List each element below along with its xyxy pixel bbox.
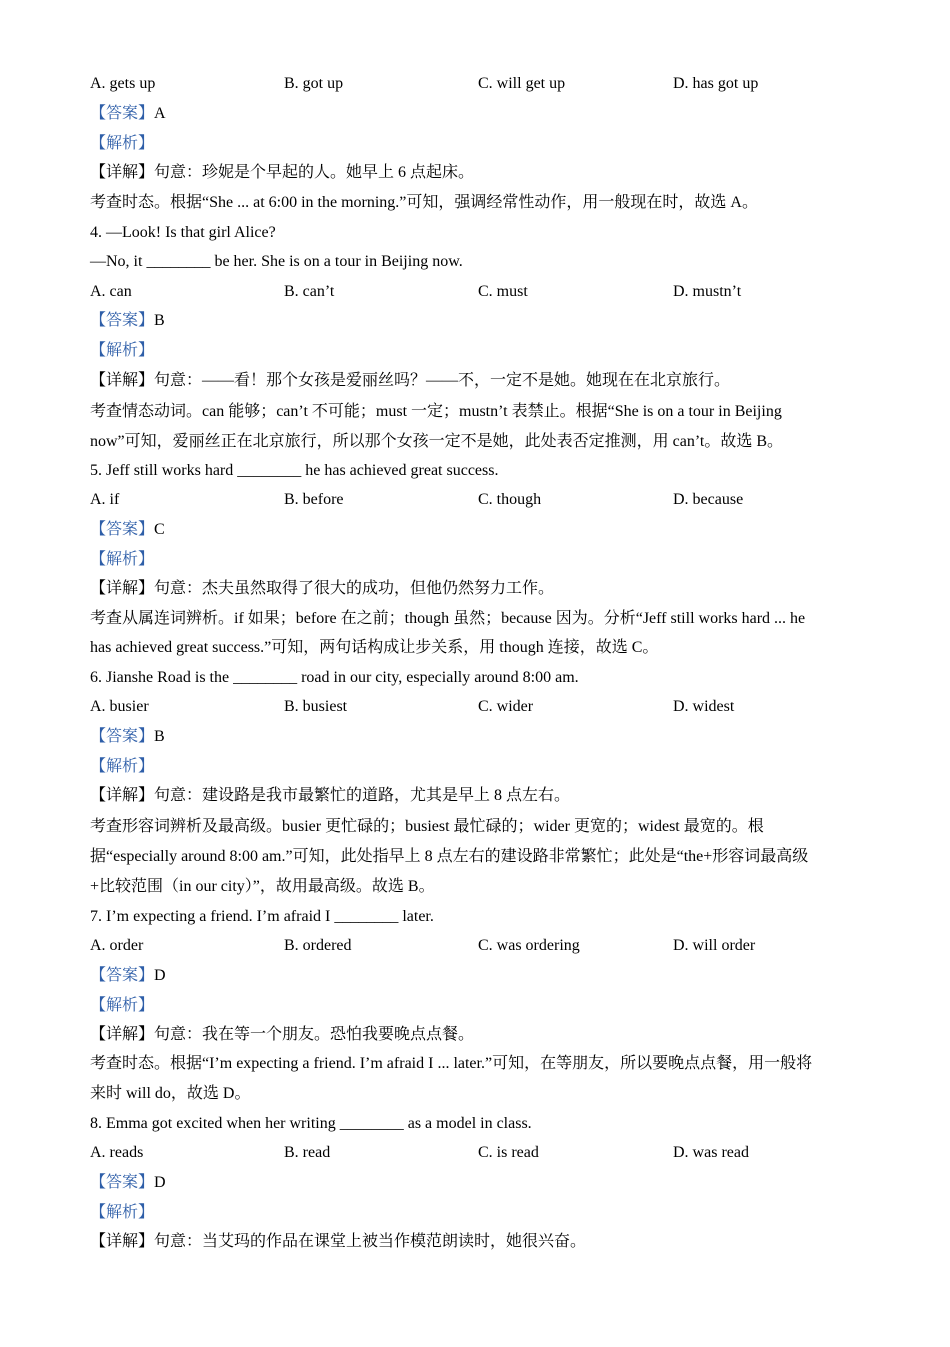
explanation-line: 考查情态动词。can 能够；can’t 不可能；must 一定；mustn’t 表禁止。根据“She is on a tour in Beijing [90,403,782,420]
answer-tag: 【答案】 [90,1174,155,1191]
analysis-line [90,996,860,1016]
explanation-line: has achieved great success.”可知，两句话构成让步关系，用 though 连接，故选 C。 [90,639,659,656]
analysis-line [90,341,860,361]
detail-tag: 【详解】 [90,1026,155,1043]
answer-line [90,1173,860,1193]
answer-tag: 【答案】 [90,967,155,984]
question-stem: 8. Emma got excited when her writing ________ as a model in class. [90,1115,532,1132]
question-stem: 4. —Look! Is that girl Alice? [90,224,276,241]
option-a: A. if [90,491,120,508]
question-stem: —No, it ________ be her. She is on a tour in Beijing now. [90,253,463,270]
option-b: B. read [284,1144,331,1161]
option-c: C. was ordering [478,937,580,954]
question-stem: 6. Jianshe Road is the ________ road in our city, especially around 8:00 am. [90,669,579,686]
option-d: D. will order [673,937,756,954]
analysis-line [90,550,860,570]
explanation-line: 据“especially around 8:00 am.”可知，此处指早上 8 点左右的建设路非常繁忙；此处是“the+形容词最高级 [90,848,809,865]
option-c: C. must [478,283,528,300]
detail-text: 句意：我在等一个朋友。恐怕我要晚点点餐。 [154,1026,475,1043]
analysis-tag: 【解析】 [90,342,155,359]
answer-tag: 【答案】 [90,312,155,329]
answer-line [90,311,860,331]
analysis-tag: 【解析】 [90,551,155,568]
answer-tag: 【答案】 [90,105,155,122]
option-d: D. widest [673,698,735,715]
question-stem: 5. Jeff still works hard ________ he has achieved great success. [90,462,499,479]
analysis-tag: 【解析】 [90,135,155,152]
detail-line [90,786,860,806]
analysis-line [90,134,860,154]
option-d: D. was read [673,1144,749,1161]
answer-value: A [154,105,166,122]
explanation-line: 考查从属连词辨析。if 如果；before 在之前；though 虽然；because 因为。分析“Jeff still works hard ... he [90,610,806,627]
answer-value: C [154,521,165,538]
option-c: C. is read [478,1144,539,1161]
detail-tag: 【详解】 [90,164,155,181]
answer-value: D [154,967,166,984]
answer-value: B [154,728,165,745]
option-d: D. mustn’t [673,283,742,300]
explanation-line: now”可知，爱丽丝正在北京旅行，所以那个女孩一定不是她，此处表否定推测，用 can’t。故选 B。 [90,433,784,450]
answer-line [90,727,860,747]
option-a: A. reads [90,1144,144,1161]
option-c: C. wider [478,698,534,715]
option-b: B. can’t [284,283,335,300]
detail-line [90,1232,860,1252]
answer-line [90,104,860,124]
question-stem: 7. I’m expecting a friend. I’m afraid I ________ later. [90,908,434,925]
detail-line [90,371,860,391]
detail-tag: 【详解】 [90,372,155,389]
detail-tag: 【详解】 [90,580,155,597]
analysis-tag: 【解析】 [90,997,155,1014]
option-b: B. got up [284,75,344,92]
answer-value: B [154,312,165,329]
answer-value: D [154,1174,166,1191]
explanation-line: 来时 will do，故选 D。 [90,1085,251,1102]
option-c: C. will get up [478,75,566,92]
detail-text: 句意：当艾玛的作品在课堂上被当作模范朗读时，她很兴奋。 [154,1233,587,1250]
detail-line [90,579,860,599]
detail-text: 句意：建设路是我市最繁忙的道路，尤其是早上 8 点左右。 [154,787,571,804]
analysis-line [90,757,860,777]
analysis-tag: 【解析】 [90,758,155,775]
detail-text: 句意：杰夫虽然取得了很大的成功，但他仍然努力工作。 [154,580,555,597]
answer-line [90,520,860,540]
option-b: B. before [284,491,344,508]
detail-tag: 【详解】 [90,787,155,804]
option-a: A. gets up [90,75,156,92]
explanation-line: 考查形容词辨析及最高级。busier 更忙碌的；busiest 最忙碌的；wider 更宽的；widest 最宽的。根 [90,818,764,835]
option-b: B. busiest [284,698,348,715]
option-d: D. has got up [673,75,759,92]
explanation-line: 考查时态。根据“She ... at 6:00 in the morning.”可知，强调经常性动作，用一般现在时，故选 A。 [90,194,758,211]
explanation-line: +比较范围（in our city）”，故用最高级。故选 B。 [90,878,435,895]
answer-line [90,966,860,986]
answer-tag: 【答案】 [90,521,155,538]
analysis-tag: 【解析】 [90,1204,155,1221]
option-a: A. busier [90,698,149,715]
explanation-line: 考查时态。根据“I’m expecting a friend. I’m afraid I ... later.”可知，在等朋友，所以要晚点点餐，用一般将 [90,1055,813,1072]
option-c: C. though [478,491,542,508]
detail-text: 句意：珍妮是个早起的人。她早上 6 点起床。 [154,164,475,181]
option-a: A. can [90,283,132,300]
detail-line [90,163,860,183]
answer-tag: 【答案】 [90,728,155,745]
option-d: D. because [673,491,744,508]
detail-text: 句意：——看！那个女孩是爱丽丝吗？——不，一定不是她。她现在在北京旅行。 [154,372,731,389]
option-b: B. ordered [284,937,352,954]
analysis-line [90,1203,860,1223]
option-a: A. order [90,937,144,954]
detail-tag: 【详解】 [90,1233,155,1250]
detail-line [90,1025,860,1045]
